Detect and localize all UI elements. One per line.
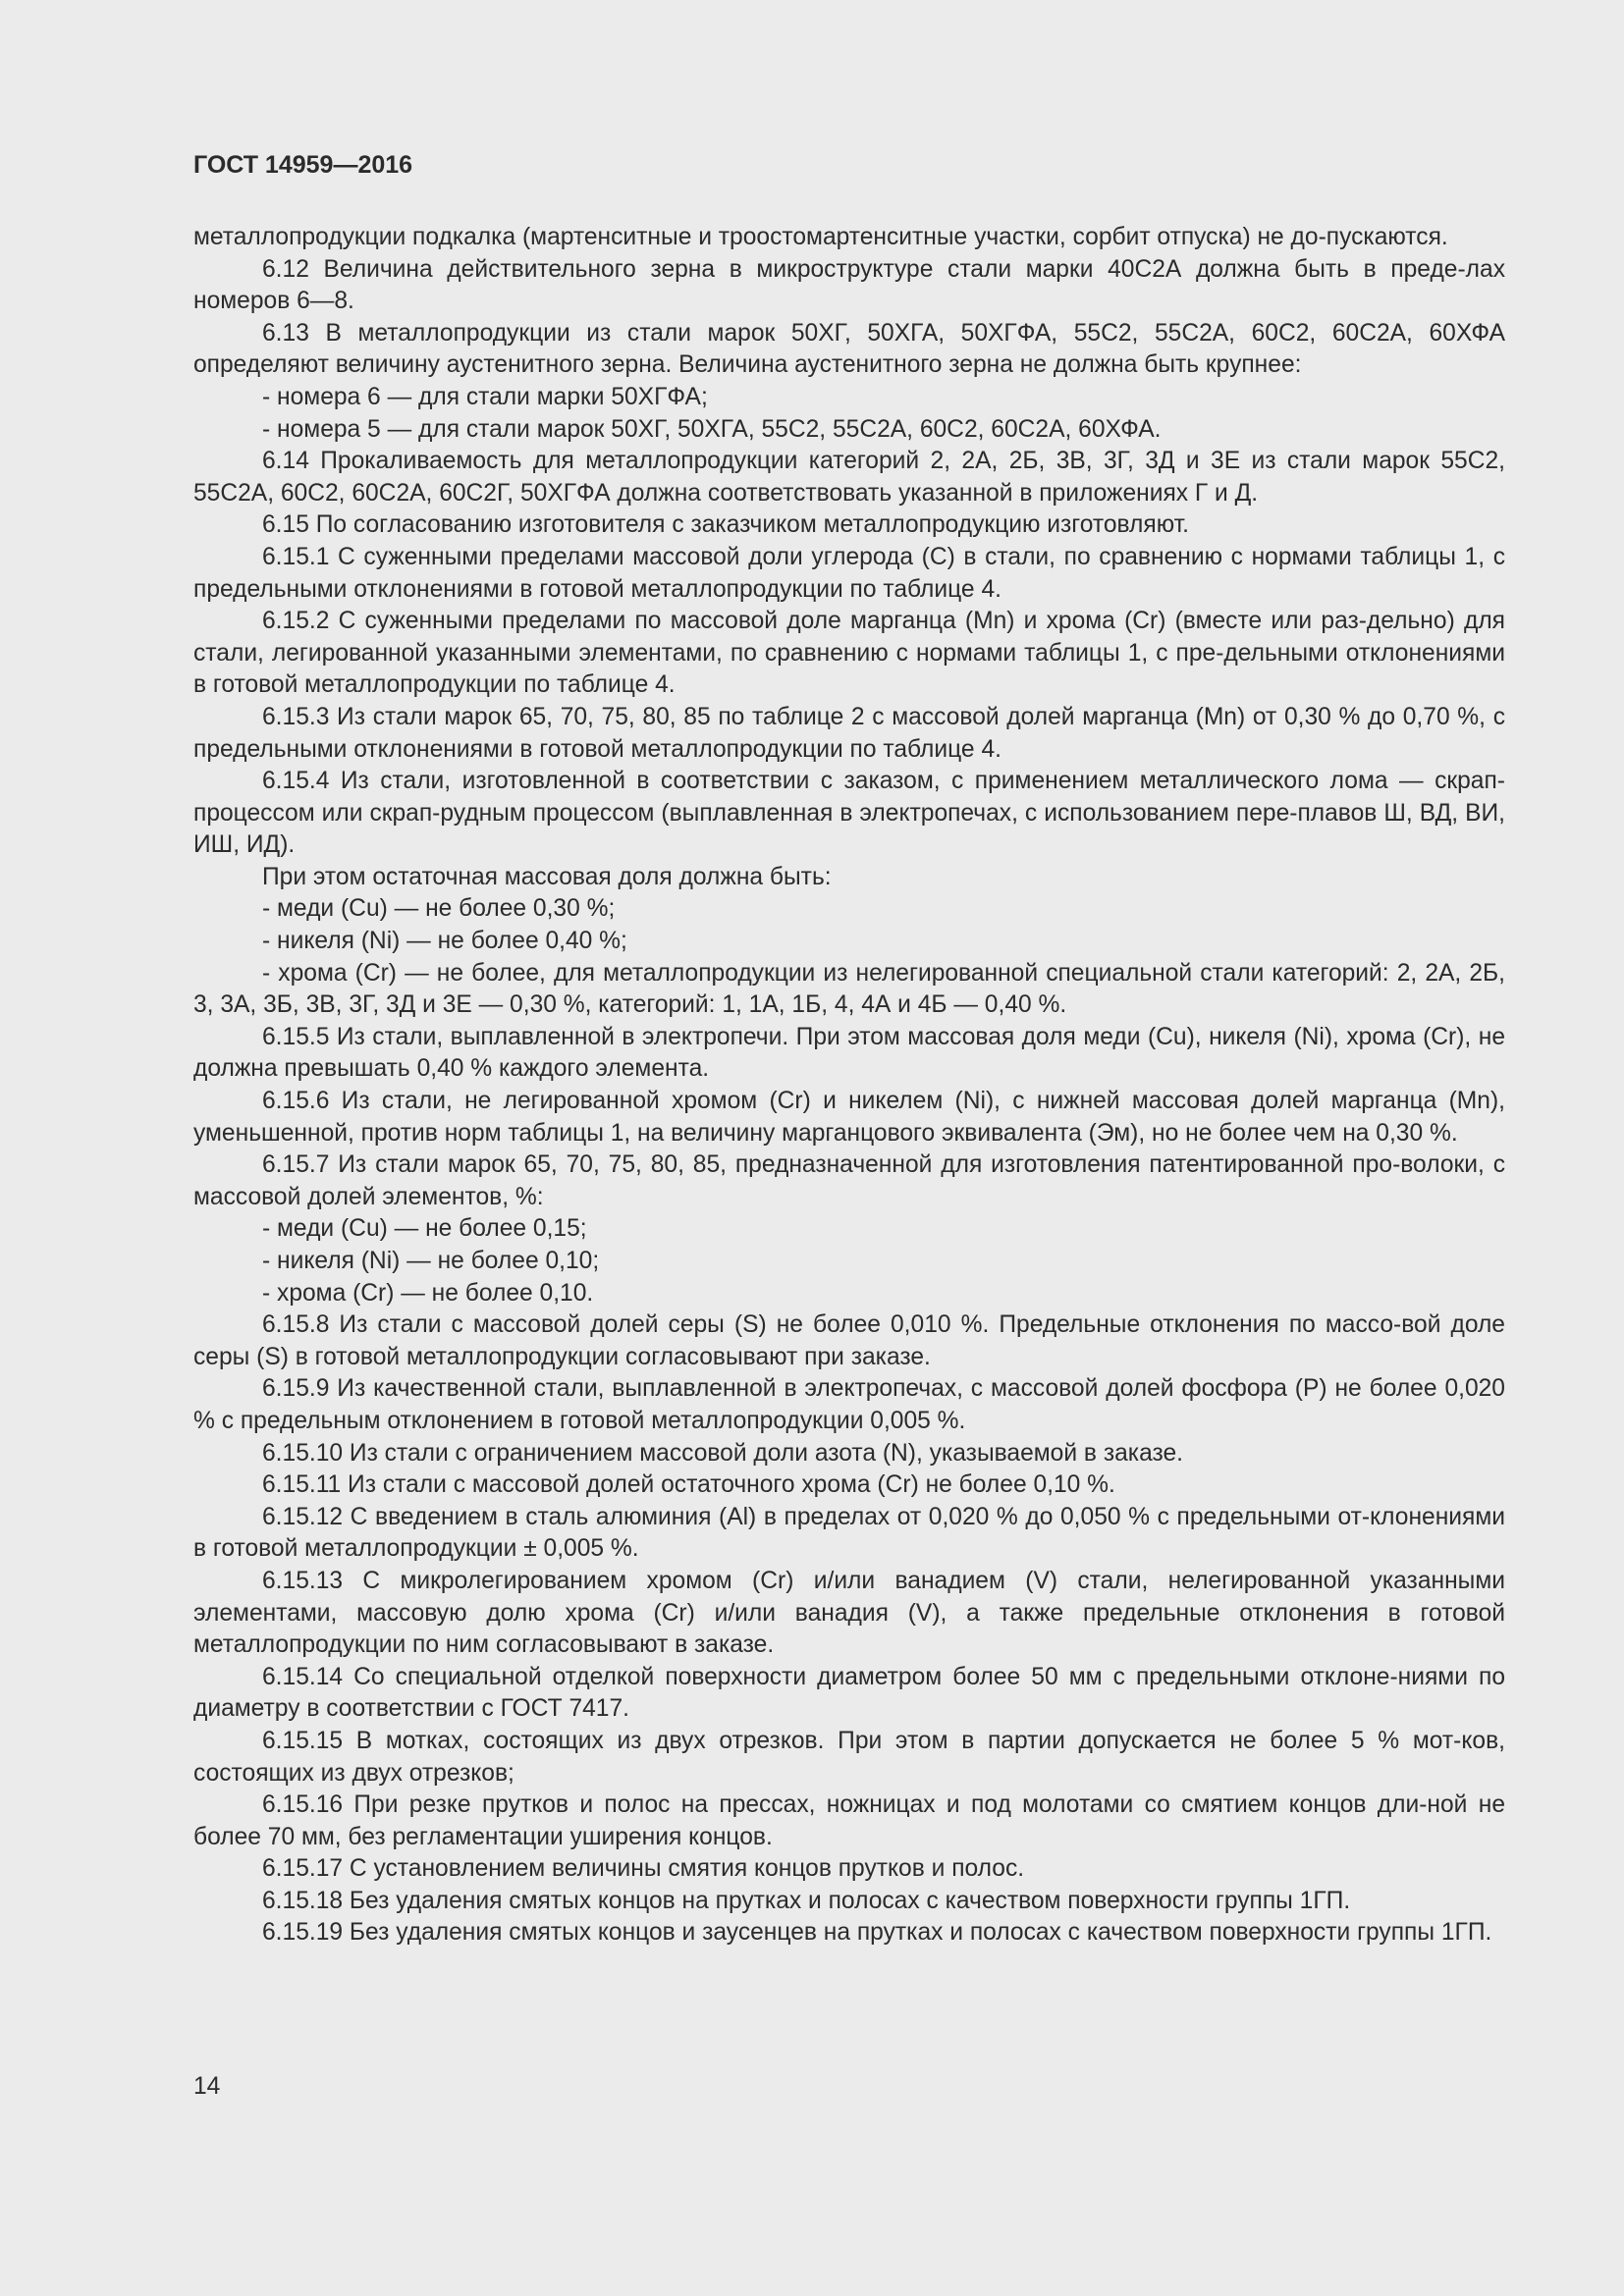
paragraph: 6.15.11 Из стали с массовой долей остаточного хрома (Cr) не более 0,10 %. bbox=[262, 1471, 1115, 1499]
document-header: ГОСТ 14959—2016 bbox=[193, 151, 413, 179]
paragraph: 6.15 По согласованию изготовителя с заказчиком металлопродукцию изготовляют. bbox=[262, 511, 1189, 539]
paragraph: 6.15.3 Из стали марок 65, 70, 75, 80, 85 по таблице 2 с массовой долей марганца (Mn) от 0,30 % до 0,70 %, с предельными отклонениями в готовой металлопродукции по таблице 4. bbox=[193, 703, 1505, 763]
list-item: - никеля (Ni) — не более 0,10; bbox=[262, 1248, 600, 1274]
list-item: При этом остаточная массовая доля должна быть: bbox=[262, 863, 832, 890]
page-number: 14 bbox=[193, 2073, 221, 2100]
paragraph: 6.15.15 В мотках, состоящих из двух отрезков. При этом в партии допускается не более 5 % мот-ков, состоящих из двух отрезков; bbox=[193, 1727, 1505, 1787]
paragraph: 6.15.14 Со специальной отделкой поверхности диаметром более 50 мм с предельными отклоне-ниями по диаметру в соответствии с ГОСТ 7417. bbox=[193, 1663, 1505, 1723]
paragraph: 6.14 Прокаливаемость для металлопродукции категорий 2, 2А, 2Б, 3В, 3Г, 3Д и 3Е из стали марок 55С2, 55С2А, 60С2, 60С2А, 60С2Г, 50ХГФА должна соответствовать указанной в приложениях Г и Д. bbox=[193, 448, 1505, 507]
paragraph: 6.15.8 Из стали с массовой долей серы (S) не более 0,010 %. Предельные отклонения по массо-вой доле серы (S) в готовой металлопродукции согласовывают при заказе. bbox=[193, 1311, 1505, 1370]
paragraph: 6.15.19 Без удаления смятых концов и заусенцев на прутках и полосах с качеством поверхности группы 1ГП. bbox=[262, 1919, 1492, 1947]
list-item: - хрома (Cr) — не более, для металлопродукции из нелегированной специальной стали категорий: 2, 2А, 2Б, 3, 3А, 3Б, 3В, 3Г, 3Д и 3Е — 0,30 %, категорий: 1, 1А, 1Б, 4, 4А и 4Б — 0,40 %. bbox=[193, 959, 1505, 1019]
paragraph: металлопродукции подкалка (мартенситные и троостомартенситные участки, сорбит отпуска) не до-пускаются. bbox=[193, 224, 1448, 250]
paragraph: 6.13 В металлопродукции из стали марок 50ХГ, 50ХГА, 50ХГФА, 55С2, 55С2А, 60С2, 60С2А, 60ХФА определяют величину аустенитного зерна. Величина аустенитного зерна не должна быть крупнее: bbox=[193, 319, 1505, 379]
list-item: - меди (Cu) — не более 0,15; bbox=[262, 1215, 587, 1243]
paragraph: 6.15.7 Из стали марок 65, 70, 75, 80, 85, предназначенной для изготовления патентированной про-волоки, с массовой долей элементов, %: bbox=[193, 1151, 1505, 1210]
paragraph: 6.15.6 Из стали, не легированной хромом (Cr) и никелем (Ni), с нижней массовая долей марганца (Mn), уменьшенной, против норм таблицы 1, на величину марганцового эквивалента (Эм), но не более чем на 0,30 %. bbox=[193, 1088, 1505, 1147]
paragraph: 6.12 Величина действительного зерна в микроструктуре стали марки 40С2А должна быть в преде-лах номеров 6—8. bbox=[193, 255, 1505, 315]
paragraph: 6.15.18 Без удаления смятых концов на прутках и полосах с качеством поверхности группы 1ГП. bbox=[262, 1887, 1351, 1914]
paragraph: 6.15.9 Из качественной стали, выплавленной в электропечах, с массовой долей фосфора (Р) не более 0,020 % с предельным отклонением в готовой металлопродукции 0,005 %. bbox=[193, 1375, 1505, 1434]
paragraph: 6.15.13 С микролегированием хромом (Cr) и/или ванадием (V) стали, нелегированной указанными элементами, массовую долю хрома (Cr) и/или ванадия (V), а также предельные отклонения в готовой металлопродукции по ним согласовывают в заказе. bbox=[193, 1567, 1505, 1659]
list-item: - хрома (Cr) — не более 0,10. bbox=[262, 1279, 594, 1307]
list-item: - номера 5 — для стали марок 50ХГ, 50ХГА, 55С2, 55С2А, 60С2, 60С2А, 60ХФА. bbox=[262, 415, 1162, 443]
paragraph: 6.15.10 Из стали с ограничением массовой доли азота (N), указываемой в заказе. bbox=[262, 1439, 1183, 1467]
list-item: - меди (Cu) — не более 0,30 %; bbox=[262, 895, 616, 923]
paragraph: 6.15.16 При резке прутков и полос на прессах, ножницах и под молотами со смятием концов дли-ной не более 70 мм, без регламентации уширения концов. bbox=[193, 1791, 1505, 1850]
paragraph: 6.15.5 Из стали, выплавленной в электропечи. При этом массовая доля меди (Cu), никеля (Ni), хрома (Cr), не должна превышать 0,40 % каждого элемента. bbox=[193, 1023, 1505, 1083]
paragraph: 6.15.2 С суженными пределами по массовой доле марганца (Mn) и хрома (Cr) (вместе или раз-дельно) для стали, легированной указанными элементами, по сравнению с нормами таблицы 1, с пре-дельными отклонениями в готовой металлопродукции по таблице 4. bbox=[193, 608, 1505, 699]
paragraph: 6.15.12 С введением в сталь алюминия (Al) в пределах от 0,020 % до 0,050 % с предельными от-клонениями в готовой металлопродукции ± 0,005 %. bbox=[193, 1503, 1505, 1563]
paragraph: 6.15.17 С установлением величины смятия концов прутков и полос. bbox=[262, 1855, 1025, 1883]
list-item: - никеля (Ni) — не более 0,40 %; bbox=[262, 928, 627, 955]
list-item: - номера 6 — для стали марки 50ХГФА; bbox=[262, 383, 708, 410]
paragraph: 6.15.4 Из стали, изготовленной в соответствии с заказом, с применением металлического лома — скрап-процессом или скрап-рудным процессом (выплавленная в электропечах, с использованием пере-плавов Ш, ВД, ВИ, ИШ, ИД). bbox=[193, 768, 1505, 859]
paragraph: 6.15.1 С суженными пределами массовой доли углерода (С) в стали, по сравнению с нормами таблицы 1, с предельными отклонениями в готовой металлопродукции по таблице 4. bbox=[193, 543, 1505, 603]
document-body bbox=[193, 222, 1505, 1949]
